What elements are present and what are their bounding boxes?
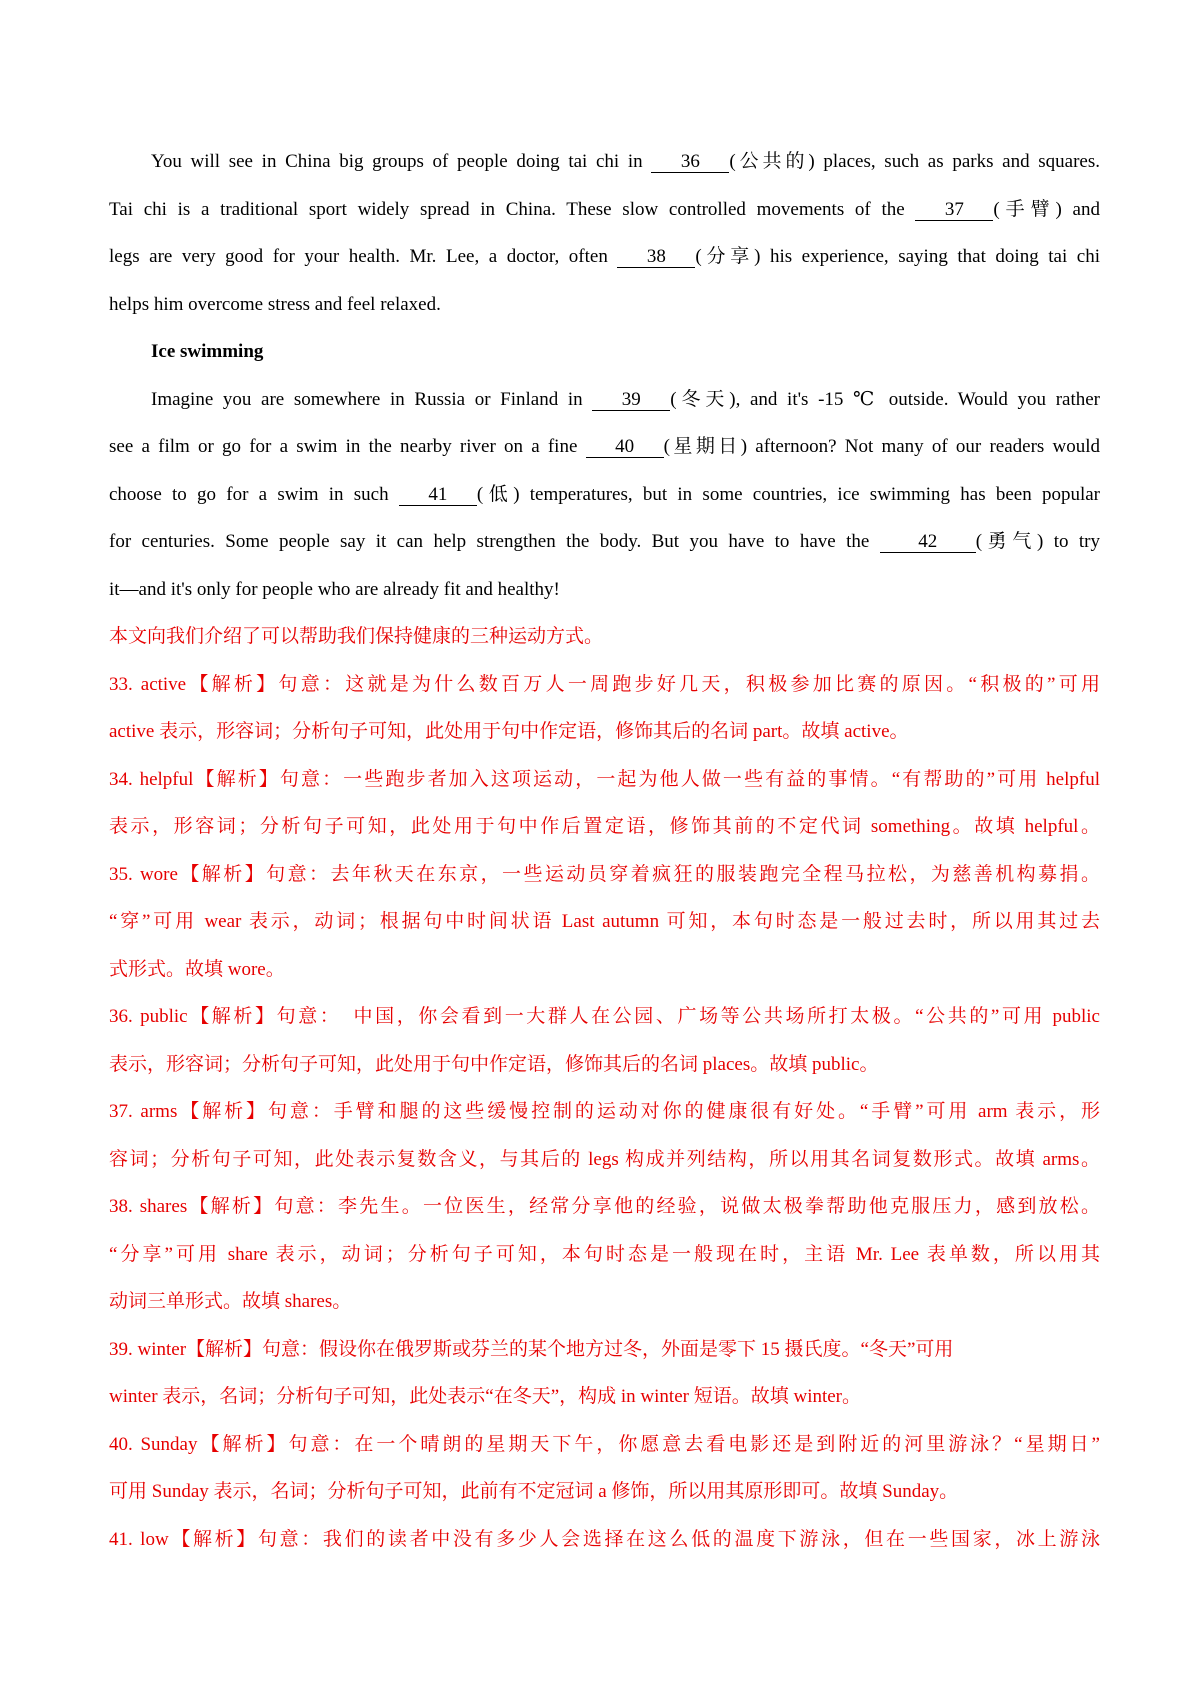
passage-text: Tai chi is a traditional sport widely spread in China. These slow controlled movements of the (109, 198, 916, 220)
passage-text: You will see in China big groups of people doing tai chi in (151, 151, 652, 172)
passage-line: it—and it's only for people who are already fit and healthy! (109, 578, 560, 600)
blank-number: 39 (621, 388, 641, 410)
analysis-line: 动词三单形式。故填 shares。 (109, 1291, 352, 1312)
passage-text: legs are very good for your health. Mr. Lee, a doctor, often (109, 246, 618, 267)
analysis-line: winter 表示，名词；分析句子可知，此处表示“在冬天”，构成 in winter 短语。故填 winter。 (109, 1386, 862, 1407)
passage-text: for centuries. Some people say it can help strengthen the body. But you have to have the (109, 531, 880, 552)
blank-number: 42 (918, 531, 938, 552)
passage-line (109, 138, 1100, 186)
analysis-line: 表示，形容词；分析句子可知，此处用于句中作定语，修饰其后的名词 places。故填 public。 (109, 1053, 879, 1075)
passage-line (109, 518, 1100, 566)
blank-number: 37 (944, 198, 964, 220)
blank-number: 38 (646, 246, 666, 267)
analysis-line: “穿”可用 wear 表示，动词；根据句中时间状语 Last autumn 可知，本句时态是一般过去时，所以用其过去 (109, 911, 1100, 932)
blank-number: 41 (428, 483, 448, 505)
analysis-line: 37. arms【解析】句意：手臂和腿的这些缓慢控制的运动对你的健康很有好处。“手臂”可用 arm 表示，形 (109, 1101, 1100, 1122)
passage-line (109, 423, 1100, 471)
answer-blank-42 (880, 532, 976, 553)
passage-line (109, 186, 1100, 234)
analysis-line: 36. public【解析】句意： 中国，你会看到一大群人在公园、广场等公共场所打太极。“公共的”可用 public (109, 1006, 1100, 1027)
analysis-line: 33. active【解析】句意：这就是为什么数百万人一周跑步好几天，积极参加比赛的原因。“积极的”可用 (109, 673, 1100, 695)
passage-text: (分享) his experience, saying that doing tai chi (695, 246, 1100, 267)
answer-blank-37 (915, 200, 993, 221)
blank-number: 36 (680, 151, 700, 172)
analysis-line: 式形式。故填 wore。 (109, 958, 285, 980)
answer-blank-39 (592, 390, 670, 411)
section-heading: Ice swimming (151, 341, 264, 362)
analysis-line: active 表示，形容词；分析句子可知，此处用于句中作定语，修饰其后的名词 part。故填 active。 (109, 721, 909, 742)
passage-text: (手臂) and (993, 198, 1100, 220)
analysis-line: 35. wore【解析】句意：去年秋天在东京，一些运动员穿着疯狂的服装跑完全程马拉松，为慈善机构募捐。 (109, 863, 1100, 885)
passage-line: helps him overcome stress and feel relaxed. (109, 293, 441, 315)
passage-text: (星期日) afternoon? Not many of our readers would (663, 436, 1101, 457)
answer-blank-41 (399, 485, 477, 506)
passage-text: choose to go for a swim in such (109, 483, 399, 505)
passage-text: (公共的) places, such as parks and squares. (729, 151, 1100, 172)
analysis-line: 可用 Sunday 表示，名词；分析句子可知，此前有不定冠词 a 修饰，所以用其原形即可。故填 Sunday。 (109, 1481, 959, 1502)
answer-blank-40 (586, 437, 664, 458)
analysis-line: 38. shares【解析】句意：李先生。一位医生，经常分享他的经验，说做太极拳帮助他克服压力，感到放松。 (109, 1196, 1100, 1217)
passage-line (109, 471, 1100, 519)
analysis-line: 41. low【解析】句意：我们的读者中没有多少人会选择在这么低的温度下游泳，但在一些国家，冰上游泳 (109, 1528, 1100, 1550)
analysis-line: 容词；分析句子可知，此处表示复数含义，与其后的 legs 构成并列结构，所以用其名词复数形式。故填 arms。 (109, 1148, 1100, 1170)
passage-line (109, 233, 1100, 281)
analysis-line: 39. winter【解析】句意：假设你在俄罗斯或芬兰的某个地方过冬，外面是零下 15 摄氏度。“冬天”可用 (109, 1338, 954, 1360)
passage-line (109, 376, 1100, 424)
answer-blank-36 (651, 152, 729, 173)
analysis-line: 34. helpful【解析】句意：一些跑步者加入这项运动，一起为他人做一些有益的事情。“有帮助的”可用 helpful (109, 768, 1100, 790)
analysis-summary: 本文向我们介绍了可以帮助我们保持健康的三种运动方式。 (109, 626, 604, 647)
answer-blank-38 (617, 247, 695, 268)
analysis-line: “分享”可用 share 表示，动词；分析句子可知，本句时态是一般现在时，主语 Mr. Lee 表单数，所以用其 (109, 1243, 1100, 1265)
blank-number: 40 (615, 436, 635, 457)
passage-text: (勇气) to try (975, 531, 1100, 552)
analysis-line: 表示，形容词；分析句子可知，此处用于句中作后置定语，修饰其前的不定代词 something。故填 helpful。 (109, 816, 1100, 837)
analysis-line: 40. Sunday【解析】句意：在一个晴朗的星期天下午，你愿意去看电影还是到附近的河里游泳？“星期日” (109, 1433, 1100, 1455)
passage-text: (冬天), and it's -15 ℃ outside. Would you rather (670, 388, 1100, 410)
passage-text: Imagine you are somewhere in Russia or Finland in (151, 388, 593, 410)
passage-text: (低) temperatures, but in some countries, ice swimming has been popular (476, 483, 1100, 505)
passage-text: see a film or go for a swim in the nearby river on a fine (109, 436, 586, 457)
